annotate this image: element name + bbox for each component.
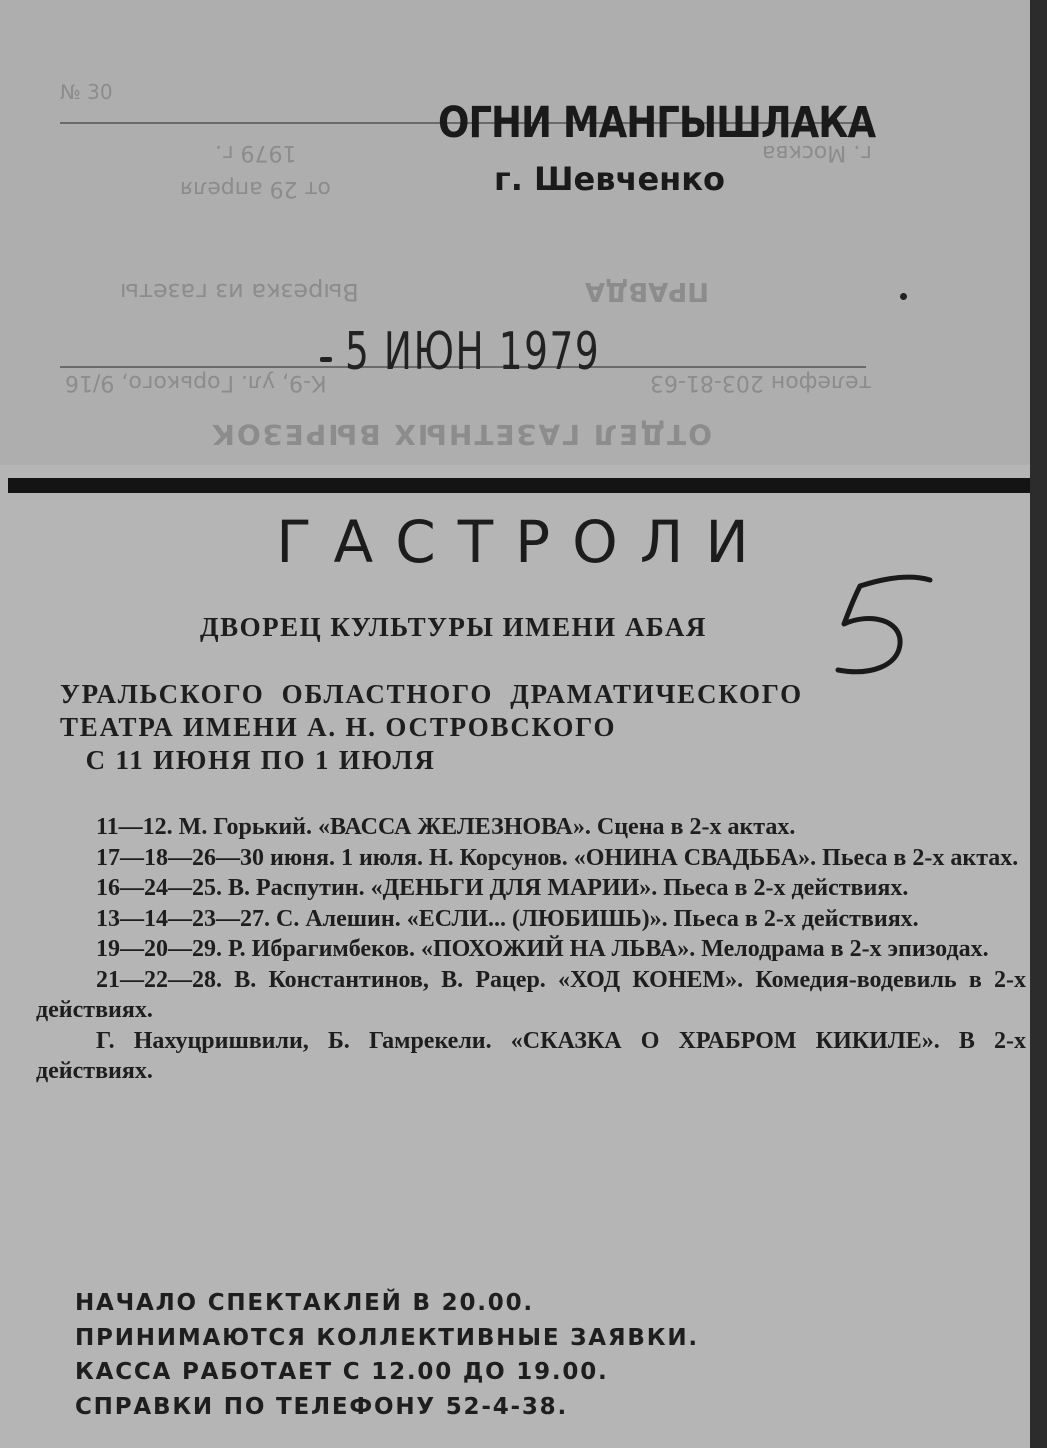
bleed-cutting: Вырезка из газеты	[120, 278, 359, 306]
bleed-number: № 30	[60, 80, 113, 104]
bleed-from: от 29 апреля	[180, 176, 331, 201]
bleed-bureau: ОТДЕЛ ГАЗЕТНЫХ ВЫРЕЗОК	[210, 418, 712, 451]
program-entry: Г. Нахуцришвили, Б. Гамрекели. «СКАЗКА О ХРАБРОМ КИКИЛЕ». В 2-х действиях.	[36, 1027, 1026, 1084]
bleed-paper: ПРАВДА	[585, 276, 710, 306]
bleed-address: К-9, ул. Горького, 9/16	[65, 370, 327, 395]
bleed-phone: телефон 203-81-63	[650, 370, 872, 395]
program-entry: 19—20—29. Р. Ибрагимбеков. «ПОХОЖИЙ НА ЛЬВА». Мелодрама в 2-х эпизодах.	[96, 936, 989, 962]
program-entry: 11—12. М. Горький. «ВАССА ЖЕЛЕЗНОВА». Сцена в 2-х актах.	[96, 814, 796, 840]
clipping-border	[8, 478, 1030, 493]
footer-line: ПРИНИМАЮТСЯ КОЛЛЕКТИВНЫЕ ЗАЯВКИ.	[75, 1324, 699, 1351]
venue-line: ДВОРЕЦ КУЛЬТУРЫ ИМЕНИ АБАЯ	[200, 612, 707, 642]
theatre-block	[60, 678, 803, 777]
stamp-dash	[320, 357, 332, 362]
footer-line: КАССА РАБОТАЕТ С 12.00 ДО 19.00.	[75, 1359, 609, 1385]
bleed-year: 1979 г.	[215, 140, 297, 165]
article-headline: ГАСТРОЛИ	[276, 508, 771, 576]
program-entry: 17—18—26—30 июня. 1 июля. Н. Корсунов. «ОНИНА СВАДЬБА». Пьеса в 2-х актах.	[96, 844, 1019, 871]
handwritten-number-5	[830, 572, 940, 682]
clipping-card	[0, 0, 1030, 470]
footer-notes	[75, 1286, 699, 1424]
date-stamp: 5 ИЮН 1979	[345, 322, 601, 382]
ink-dot	[900, 293, 907, 300]
bleed-city: г. Москва	[762, 140, 872, 165]
newspaper-stamp: ОГНИ МАНГЫШЛАКА	[438, 98, 876, 148]
footer-line: СПРАВКИ ПО ТЕЛЕФОНУ 52-4-38.	[75, 1393, 568, 1420]
background-edge	[1030, 0, 1047, 1448]
program-entry: 16—24—25. В. Распутин. «ДЕНЬГИ ДЛЯ МАРИИ». Пьеса в 2-х действиях.	[96, 875, 909, 901]
program-entry: 13—14—23—27. С. Алешин. «ЕСЛИ... (ЛЮБИШЬ)». Пьеса в 2-х действиях.	[96, 905, 919, 932]
theatre-line: ТЕАТРА ИМЕНИ А. Н. ОСТРОВСКОГО	[60, 712, 617, 742]
footer-line: НАЧАЛО СПЕКТАКЛЕЙ В 20.00.	[75, 1290, 534, 1316]
theatre-dates: С 11 ИЮНЯ ПО 1 ИЮЛЯ	[60, 745, 436, 775]
performance-program	[36, 812, 1026, 1087]
program-entry: 21—22—28. В. Константинов, В. Рацер. «ХОД КОНЕМ». Комедия-водевиль в 2-х действиях.	[36, 966, 1026, 1023]
theatre-line: УРАЛЬСКОГО ОБЛАСТНОГО ДРАМАТИЧЕСКОГО	[60, 679, 803, 709]
city-stamp: г. Шевченко	[494, 160, 725, 198]
